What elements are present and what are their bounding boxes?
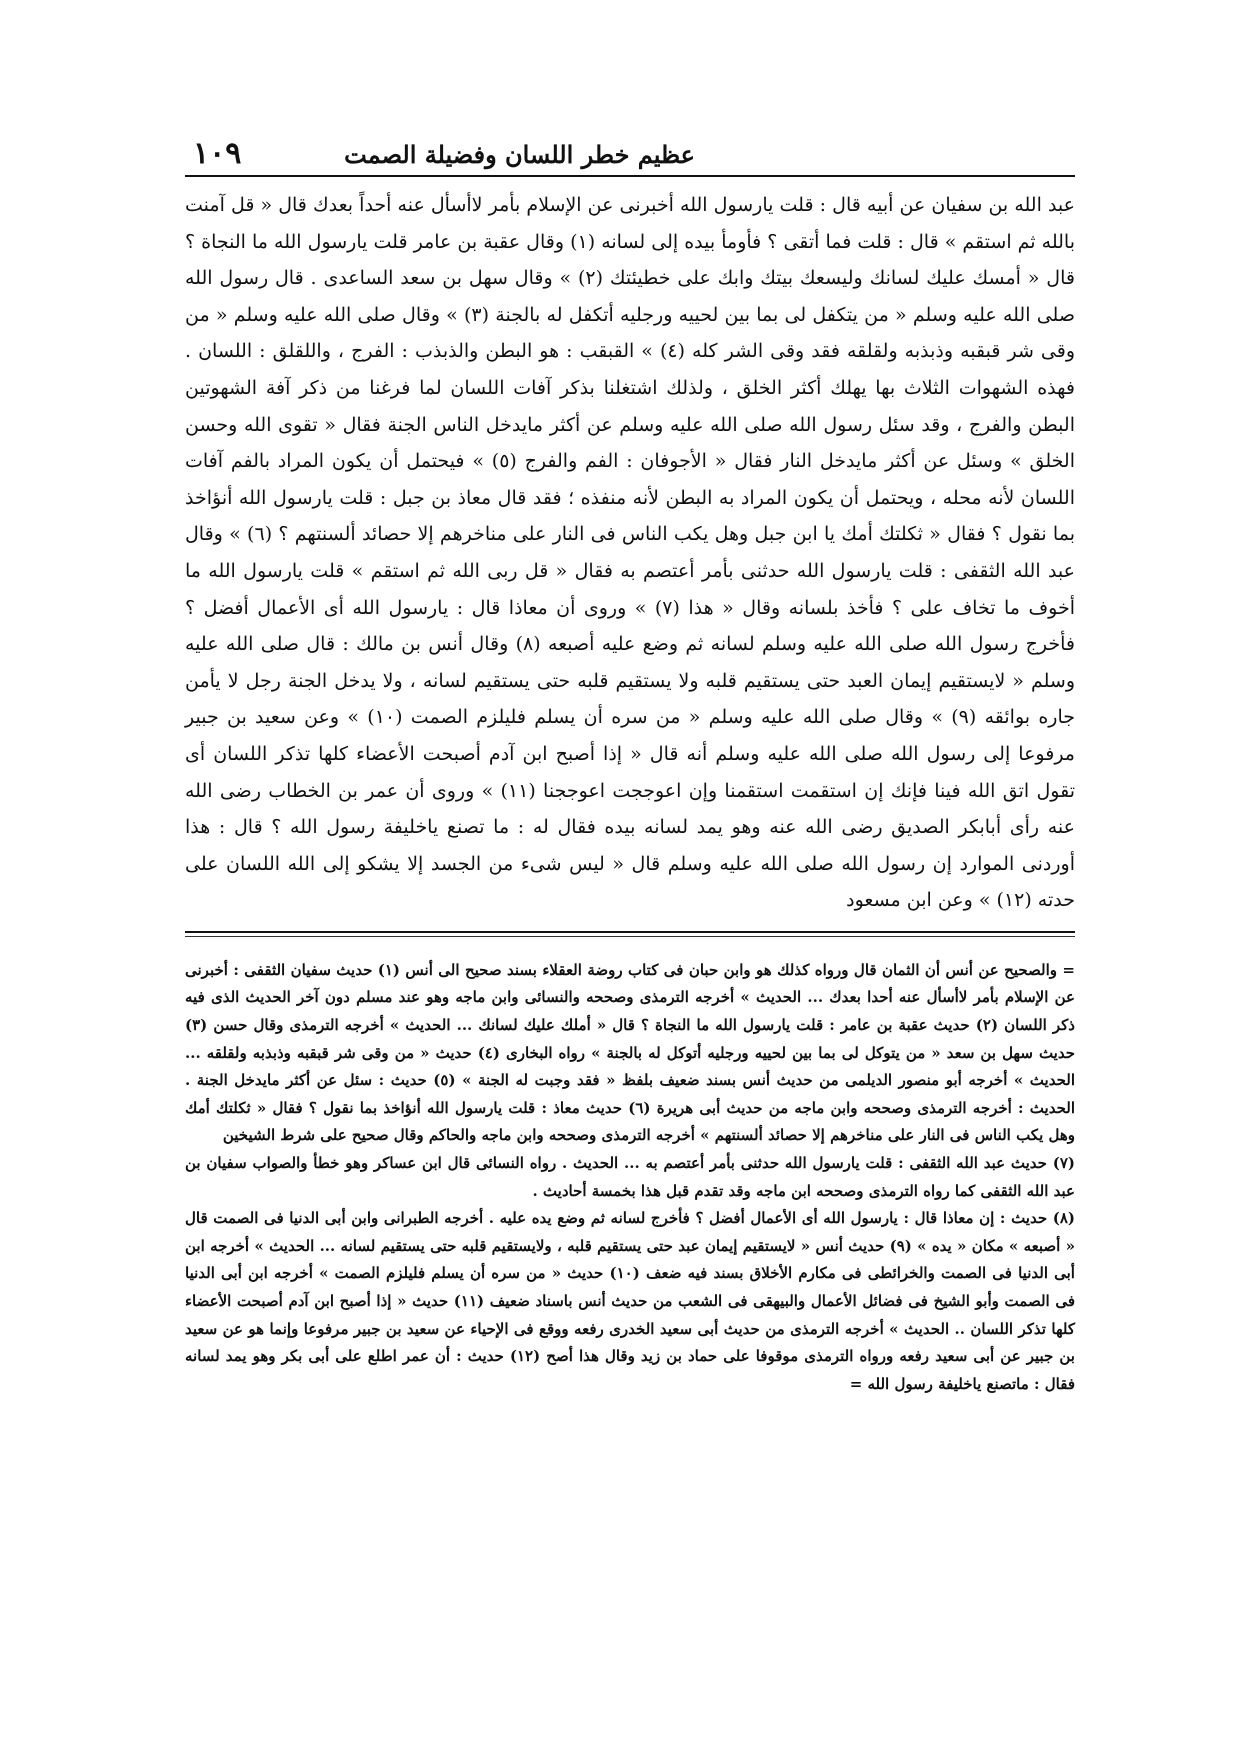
- book-page: [185, 135, 1075, 1695]
- main-text: [185, 187, 1075, 919]
- running-title: عظيم خطر اللسان وفضيلة الصمت: [344, 140, 695, 169]
- footnote-separator-thin: [185, 936, 1075, 937]
- footnote-block: (٧) حديث عبد الله الثقفى : قلت يارسول الله حدثنى بأمر أعتصم به ... الحديث . رواه النسائى قال ابن عساكر وهو خطأ والصواب سفيان بن عبد الله الثقفى كما رواه الترمذى وصححه ابن ماجه وقد تقدم قبل هذا بخمسة أحاديث .: [185, 1154, 1075, 1200]
- footnote-block: (٨) حديث : إن معاذا قال : يارسول الله أى الأعمال أفضل ؟ فأخرج لسانه ثم وضع يده عليه . أخرجه الطبرانى وابن أبى الدنيا فى الصمت قال « أصبعه » مكان « يده » (٩) حديث أنس « لايستقيم إيمان عبد حتى يستقيم قلبه ، ولايستقيم قلبه حتى يستقيم لسانه ... الحديث » أخرجه ابن أبى الدنيا فى الصمت والخرائطى فى مكارم الأخلاق بسند فيه ضعف (١٠) حديث « من سره أن يسلم فليلزم الصمت » أخرجه ابن أبى الدنيا فى الصمت وأبو الشيخ فى فضائل الأعمال والبيهقى فى الشعب من حديث أنس باسناد ضعيف (١١) حديث « إذا أصبح ابن آدم أصبحت الأعضاء كلها تذكر اللسان .. الحديث » أخرجه الترمذى من حديث أبى سعيد الخدرى رفعه ووقع فى الإحياء عن سعيد بن جبير مرفوعا وإنما هو عن سعيد بن جبير عن أبى سعيد رفعه ورواه الترمذى موقوفا على حماد بن زيد وقال هذا أصح (١٢) حديث : أن عمر اطلع على أبى بكر وهو يمد لسانه فقال : ماتصنع ياخليفة رسول الله =: [185, 1209, 1076, 1393]
- footnote-block: = والصحيح عن أنس أن الثمان قال ورواه كذلك هو وابن حبان فى كتاب روضة العقلاء بسند صحيح الى أنس (١) حديث سفيان الثقفى : أخبرنى عن الإسلام بأمر لاأسأل عنه أحدا بعدك ... الحديث » أخرجه الترمذى وصححه والنسائى وابن ماجه وهو عند مسلم دون آخر الحديث الذى فيه ذكر اللسان (٢) حديث عقبة بن عامر : قلت يارسول الله ما النجاة ؟ قال « أملك عليك لسانك ... الحديث » أخرجه الترمذى وقال حسن (٣) حديث سهل بن سعد « من يتوكل لى بما بين لحييه ورجليه أتوكل له بالجنة » رواه البخارى (٤) حديث « من وقى شر قبقبه وذبذبه ولقلقه ... الحديث » أخرجه أبو منصور الديلمى من حديث أنس بسند ضعيف بلفظ « فقد وجبت له الجنة » (٥) حديث : سئل عن أكثر مايدخل الجنة . الحديث : أخرجه الترمذى وصححه وابن ماجه من حديث أبى هريرة (٦) حديث معاذ : قلت يارسول الله أنؤاخذ بما نقول ؟ فقال « ثكلتك أمك وهل يكب الناس فى النار على مناخرهم إلا حصائد ألسنتهم » أخرجه الترمذى وصححه وابن ماجه والحاكم وقال صحيح على شرط الشيخين: [185, 960, 1075, 1145]
- main-paragraph: عبد الله بن سفيان عن أبيه قال : قلت يارسول الله أخبرنى عن الإسلام بأمر لاأسأل عنه أحداً بعدك قال « قل آمنت بالله ثم استقم » قال : قلت فما أتقى ؟ فأومأ بيده إلى لسانه (١) وقال عقبة بن عامر قلت يارسول الله ما النجاة ؟ قال « أمسك عليك لسانك وليسعك بيتك وابك على خطيئتك (٢) » وقال سهل بن سعد الساعدى . قال رسول الله صلى الله عليه وسلم « من يتكفل لى بما بين لحييه ورجليه أتكفل له بالجنة (٣) » وقال صلى الله عليه وسلم « من وقى شر قبقبه وذبذبه ولقلقه فقد وقى الشر كله (٤) » القبقب : هو البطن والذبذب : الفرج ، واللقلق : اللسان . فهذه الشهوات الثلاث بها يهلك أكثر الخلق ، ولذلك اشتغلنا بذكر آفات اللسان لما فرغنا من ذكر آفة الشهوتين البطن والفرج ، وقد سئل رسول الله صلى الله عليه وسلم عن أكثر مايدخل الناس الجنة فقال « تقوى الله وحسن الخلق » وسئل عن أكثر مايدخل النار فقال « الأجوفان : الفم والفرج (٥) » فيحتمل أن يكون المراد بالفم آفات اللسان لأنه محله ، ويحتمل أن يكون المراد به البطن لأنه منفذه ؛ فقد قال معاذ بن جبل : قلت يارسول الله أنؤاخذ بما نقول ؟ فقال « ثكلتك أمك يا ابن جبل وهل يكب الناس فى النار على مناخرهم إلا حصائد ألسنتهم ؟ (٦) » وقال عبد الله الثقفى : قلت يارسول الله حدثنى بأمر أعتصم به فقال « قل ربى الله ثم استقم » قلت يارسول الله ما أخوف ما تخاف على ؟ فأخذ بلسانه وقال « هذا (٧) » وروى أن معاذا قال : يارسول الله أى الأعمال أفضل ؟ فأخرج رسول الله صلى الله عليه وسلم لسانه ثم وضع عليه أصبعه (٨) وقال أنس بن مالك : قال صلى الله عليه وسلم « لايستقيم إيمان العبد حتى يستقيم قلبه ولا يستقيم قلبه حتى يستقيم لسانه ، ولا يدخل الجنة رجل لا يأمن جاره بوائقه (٩) » وقال صلى الله عليه وسلم « من سره أن يسلم فليلزم الصمت (١٠) » وعن سعيد بن جبير مرفوعا إلى رسول الله صلى الله عليه وسلم أنه قال « إذا أصبح ابن آدم أصبحت الأعضاء كلها تذكر اللسان أى تقول اتق الله فينا فإنك إن استقمت استقمنا وإن اعوججت اعوججنا (١١) » وروى أن عمر بن الخطاب رضى الله عنه رأى أبابكر الصديق رضى الله عنه وهو يمد لسانه بيده فقال له : ما تصنع ياخليفة رسول الله ؟ قال : هذا أوردنى الموارد إن رسول الله صلى الله عليه وسلم قال « ليس شىء من الجسد إلا يشكو إلى الله اللسان على حدته (١٢) » وعن ابن مسعود: [185, 194, 1076, 912]
- page-header: [185, 135, 1075, 177]
- footnotes: [185, 957, 1075, 1399]
- footnote-separator: [185, 931, 1075, 933]
- page-number: ١٠٩: [193, 136, 242, 171]
